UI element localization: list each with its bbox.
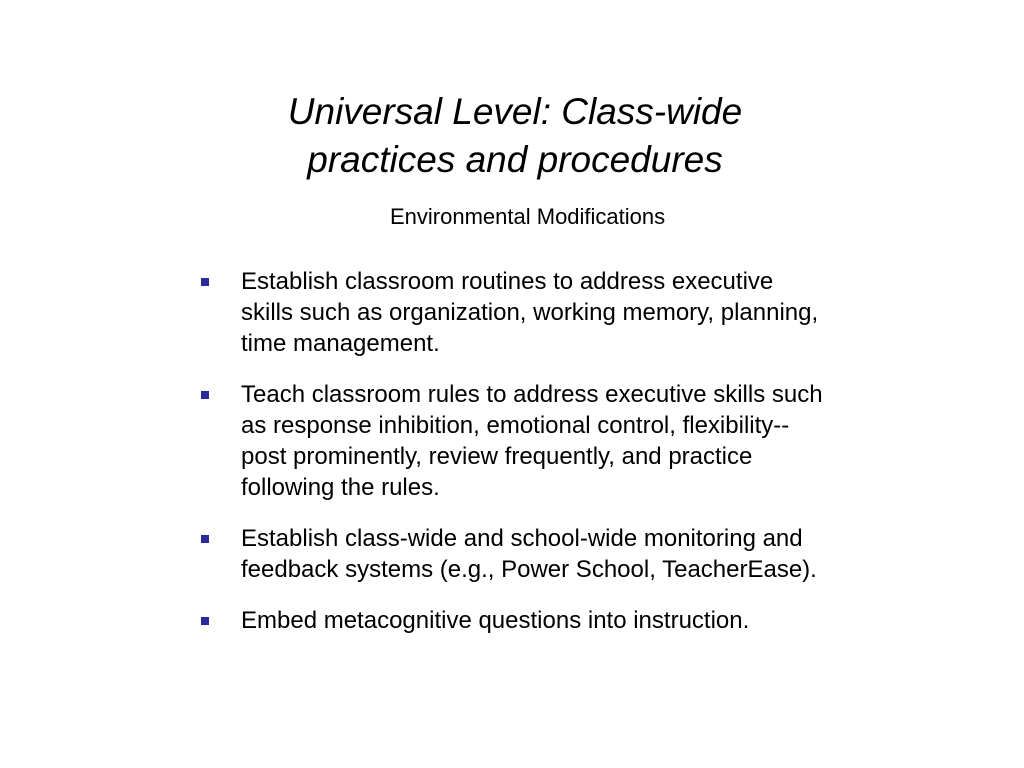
square-bullet-icon — [201, 535, 209, 543]
bullet-list — [241, 266, 971, 656]
bullet-text-line: skills such as organization, working memory, planning, — [241, 299, 819, 326]
bullet-item — [241, 523, 971, 585]
square-bullet-icon — [201, 278, 209, 286]
slide-title-line-1: Universal Level: Class-wide — [287, 91, 743, 132]
bullet-text-line: Embed metacognitive questions into instruction. — [241, 607, 750, 634]
bullet-item — [241, 266, 971, 359]
bullet-text-line: Teach classroom rules to address executive skills such — [241, 381, 823, 408]
square-bullet-icon — [201, 391, 209, 399]
bullet-item — [241, 379, 971, 503]
bullet-text-line: as response inhibition, emotional control, flexibility-- — [241, 412, 790, 439]
bullet-text-line: time management. — [241, 330, 440, 357]
slide-title-line-2: practices and procedures — [307, 139, 723, 180]
bullet-text-line: feedback systems (e.g., Power School, TeacherEase). — [241, 556, 817, 583]
slide-subtitle: Environmental Modifications — [390, 204, 666, 229]
bullet-text-line: Establish classroom routines to address executive — [241, 268, 774, 295]
bullet-text-line: following the rules. — [241, 474, 440, 501]
bullet-text-line: Establish class-wide and school-wide monitoring and — [241, 525, 803, 552]
square-bullet-icon — [201, 617, 209, 625]
bullet-text-line: post prominently, review frequently, and practice — [241, 443, 753, 470]
bullet-item — [241, 605, 971, 636]
